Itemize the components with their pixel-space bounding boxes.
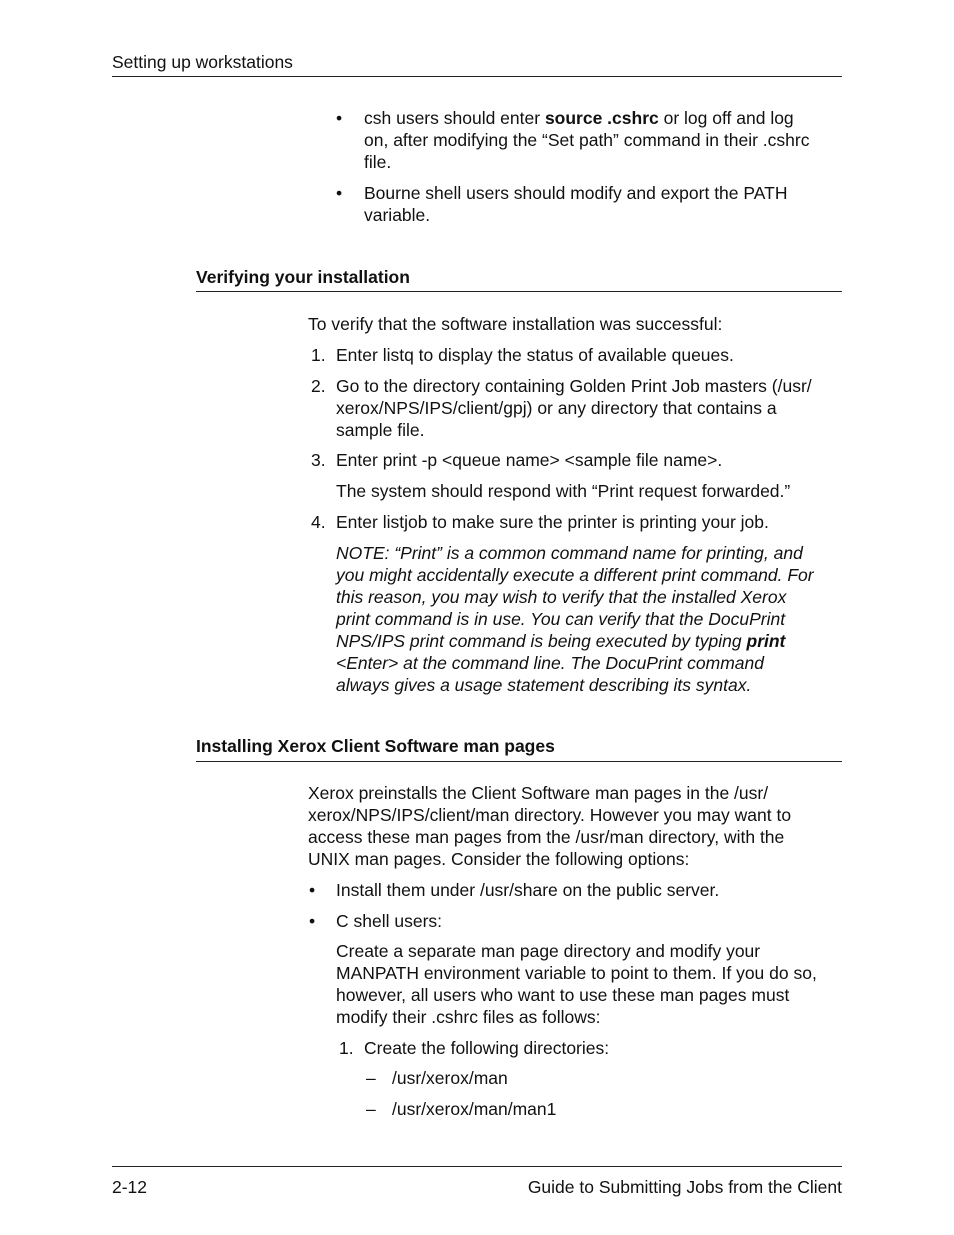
directory-item: /usr/xerox/man/man1 <box>392 1099 557 1119</box>
section-rule <box>196 291 842 292</box>
bullet-marker: • <box>309 911 316 931</box>
page-number: 2-12 <box>112 1177 148 1197</box>
verify-intro: To verify that the software installation was successful: <box>308 314 723 334</box>
step-2-line-2: xerox/NPS/IPS/client/gpj) or any directory that contains a <box>336 398 777 418</box>
man-para-line-4: UNIX man pages. Consider the following options: <box>308 849 690 869</box>
note-line-7: always gives a usage statement describing its syntax. <box>336 675 752 695</box>
step-2-line-3: sample file. <box>336 420 425 440</box>
footer-book-title: Guide to Submitting Jobs from the Client <box>527 1177 842 1197</box>
man-cshell-line-3: however, all users who want to use these man pages must <box>336 985 790 1005</box>
man-para-line-3: access these man pages from the /usr/man directory, with the <box>308 827 785 847</box>
running-header: Setting up workstations <box>112 52 293 72</box>
step-number: 1. <box>339 1038 354 1058</box>
command-source-cshrc: source .cshrc <box>544 108 659 128</box>
step-1-text: Enter listq to display the status of available queues. <box>336 345 734 365</box>
man-cshell-line-1: Create a separate man page directory and modify your <box>336 941 761 961</box>
note-line-2: you might accidentally execute a different print command. For <box>336 565 814 585</box>
bullet-1-line-2: on, after modifying the “Set path” command in their .cshrc <box>364 130 810 150</box>
man-bullet-1: Install them under /usr/share on the public server. <box>336 880 720 900</box>
step-number: 1. <box>311 345 326 365</box>
section-rule <box>196 761 842 762</box>
note-line-6: <Enter> at the command line. The DocuPrint command <box>336 653 764 673</box>
step-number: 4. <box>311 512 326 532</box>
dash-marker: – <box>366 1068 376 1088</box>
note-line-4: print command is in use. You can verify that the DocuPrint <box>336 609 786 629</box>
step-3-followup: The system should respond with “Print request forwarded.” <box>336 481 791 501</box>
bullet-2-line-1: Bourne shell users should modify and export the PATH <box>364 183 788 203</box>
bullet-1-line-3: file. <box>364 152 392 172</box>
step-3-text: Enter print -p <queue name> <sample file name>. <box>336 450 723 470</box>
man-bullet-2: C shell users: <box>336 911 443 931</box>
step-2-line-1: Go to the directory containing Golden Print Job masters (/usr/ <box>336 376 812 396</box>
man-para-line-2: xerox/NPS/IPS/client/man directory. However you may want to <box>308 805 792 825</box>
bullet-2-line-2: variable. <box>364 205 431 225</box>
note-line-5: NPS/IPS print command is being executed by typing print <box>336 631 786 651</box>
sub-step-text: Create the following directories: <box>364 1038 610 1058</box>
bullet-marker: • <box>336 108 343 128</box>
man-cshell-line-2: MANPATH environment variable to point to them. If you do so, <box>336 963 817 983</box>
bullet-marker: • <box>336 183 343 203</box>
command-print: print <box>746 631 786 651</box>
note-line-1: NOTE: “Print” is a common command name for printing, and <box>336 543 803 563</box>
footer-rule <box>112 1166 842 1167</box>
dash-marker: – <box>366 1099 376 1119</box>
header-rule <box>112 76 842 77</box>
man-cshell-line-4: modify their .cshrc files as follows: <box>336 1007 601 1027</box>
note-line-3: this reason, you may wish to verify that the installed Xerox <box>336 587 787 607</box>
section-heading-man-pages: Installing Xerox Client Software man pages <box>196 736 555 756</box>
bullet-marker: • <box>309 880 316 900</box>
step-number: 3. <box>311 450 326 470</box>
man-para-line-1: Xerox preinstalls the Client Software man pages in the /usr/ <box>308 783 769 803</box>
section-heading-verify: Verifying your installation <box>196 267 410 287</box>
step-4-text: Enter listjob to make sure the printer is printing your job. <box>336 512 769 532</box>
bullet-1-line-1: csh users should enter source .cshrc or log off and log <box>364 108 794 128</box>
step-number: 2. <box>311 376 326 396</box>
directory-item: /usr/xerox/man <box>392 1068 508 1088</box>
